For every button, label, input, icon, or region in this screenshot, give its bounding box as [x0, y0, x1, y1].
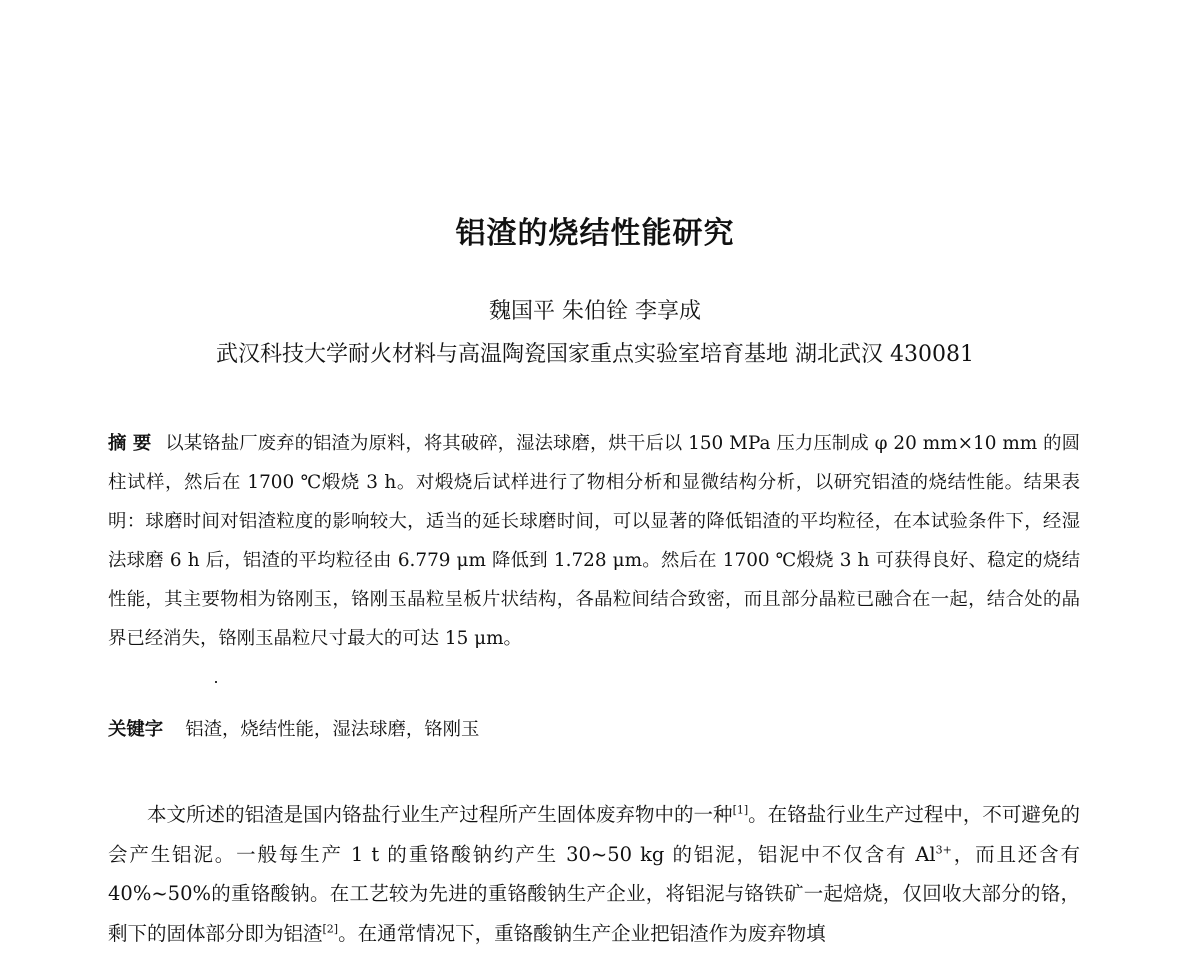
- abstract-text: 以某铬盐厂废弃的铝渣为原料，将其破碎，湿法球磨，烘干后以 150 MPa 压力压制成 φ 20 mm×10 mm 的圆柱试样，然后在 1700 ℃煅烧 3 h。对煅烧后试样进行了物相分析和显微结构分析，以研究铝渣的烧结性能。结果表明：球磨时间对铝渣粒度的影响较大，适当的延长球磨时间，可以显著的降低铝渣的平均粒径，在本试验条件下，经湿法球磨 6 h 后，铝渣的平均粒径由 6.779 μm 降低到 1.728 μm。然后在 1700 ℃煅烧 3 h 可获得良好、稳定的烧结性能，其主要物相为铬刚玉，铬刚玉晶粒呈板片状结构，各晶粒间结合致密，而且部分晶粒已融合在一起，结合处的晶界已经消失，铬刚玉晶粒尺寸最大的可达 15 μm。: [108, 433, 1080, 649]
- abstract-label: 摘 要: [108, 433, 152, 454]
- al-ion-charge: 3+: [935, 843, 952, 856]
- body-text-part3: ，而且还含有 40%~50%的重铬酸钠。在工艺较为先进的重铬酸钠生产企业，将铝泥与铬铁矿一起焙烧，仅回收大部分的铬，剩下的固体部分即为铝渣: [108, 842, 1080, 945]
- paper-title: 铝渣的烧结性能研究: [455, 216, 735, 251]
- keywords-line: [108, 715, 1080, 741]
- body-paragraph: [108, 795, 1080, 953]
- body-text-part2: 。在铬盐行业生产过程中，不可避免的会产生铝泥。一般每生产 1 t 的重铬酸钠约产生 30~50 kg 的铝泥，铝泥中不仅含有 Al: [108, 803, 1080, 866]
- keywords-label: 关键字: [108, 719, 164, 740]
- citation-1[interactable]: [1]: [732, 803, 749, 817]
- body-text-part4: 。在通常情况下，重铬酸钠生产企业把铝渣作为废弃物填: [338, 921, 826, 945]
- citation-2[interactable]: [2]: [322, 922, 339, 935]
- keywords-text: 铝渣，烧结性能，湿法球磨，铬刚玉: [185, 719, 480, 740]
- paper-affiliation: 武汉科技大学耐火材料与高温陶瓷国家重点实验室培育基地 湖北武汉 430081: [216, 342, 974, 367]
- paper-authors: 魏国平 朱伯铨 李享成: [489, 299, 701, 324]
- body-text-part1: 本文所述的铝渣是国内铬盐行业生产过程所产生固体废弃物中的一种: [147, 803, 733, 826]
- abstract-paragraph: [108, 424, 1080, 658]
- stray-dot-mark: [215, 681, 217, 683]
